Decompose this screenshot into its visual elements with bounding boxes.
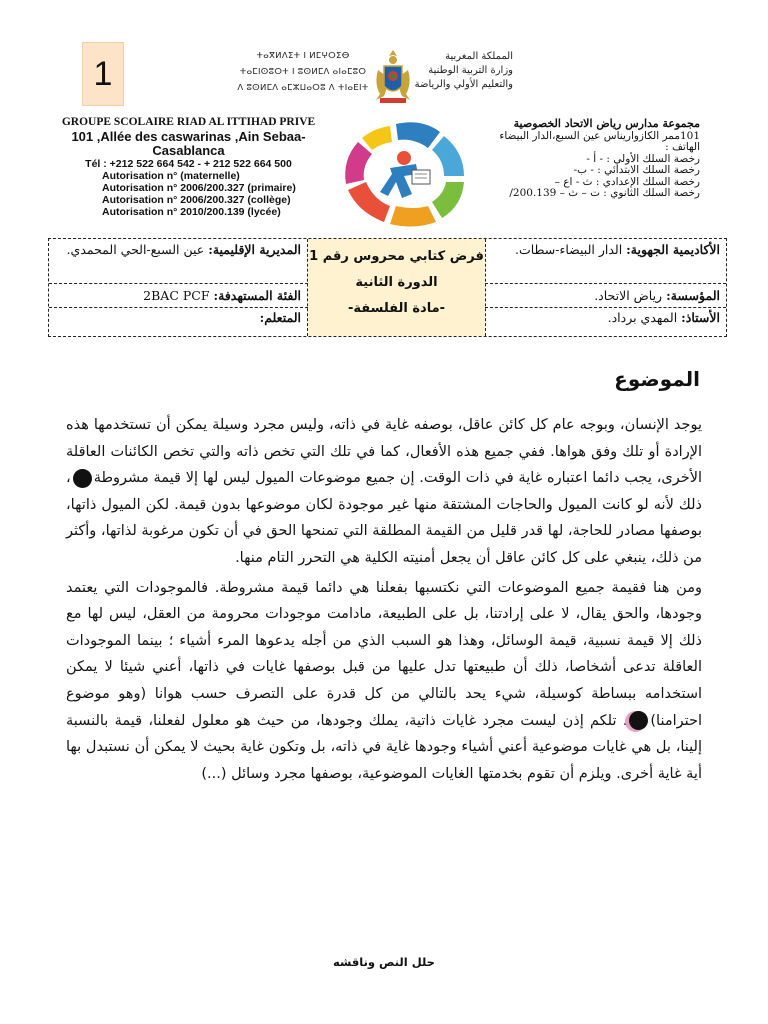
ministry-line: المملكة المغربية [445, 51, 513, 62]
ministry-name-arabic [393, 50, 513, 92]
exam-header-table [48, 238, 727, 337]
page-number: 1 [82, 42, 124, 106]
text-paragraph [66, 412, 702, 572]
school-address: 101 ,Allée des caswarinas ,Ain Sebaa- [71, 129, 306, 144]
paragraph-text: . تلكم إذن ليست مجرد غايات ذاتية، يملك وجودها، من حيث هو معلول لفعلنا، قيمة بالنسبة إلينا، بل هي غايات موضوعية أعني أشياء وجودها غاية في ذاته، بل وتكون غاية بحيث لا يمكن أن نستبدل بها أية غاية أخرى. ويلزم أن تقوم بخدمتها الغايات الموضوعية، بوصفها مجرد وسائل (...) [66, 712, 702, 782]
institution-value: رياض الاتحاد. [594, 288, 663, 303]
ink-dot-mark [629, 711, 648, 730]
academy-value: الدار البيضاء-سطات. [515, 242, 623, 257]
authorization-line: Autorisation n° 2006/200.327 (primaire) [102, 182, 296, 194]
authorization-line: Autorisation n° 2010/200.139 (lycée) [102, 206, 281, 218]
ministry-line: والتعليم الأولي والرياضة [414, 79, 513, 90]
tifinagh-line: ⵜⴰⴳⵍⴷⵉⵜ ⵏ ⵍⵎⵖⵔⵉⴱ [256, 51, 350, 61]
teacher-cell [486, 307, 726, 335]
school-title-arabic: مجموعة مدارس رياض الاتحاد الخصوصية [513, 117, 700, 130]
exam-subject: -مادة الفلسفة- [347, 301, 446, 316]
student-cell [49, 307, 307, 335]
school-phone-arabic: الهاتف : [665, 141, 700, 153]
exam-session: الدورة الثانية [355, 275, 438, 290]
academy-cell [486, 239, 726, 283]
exam-title: فرض كتابي محروس رقم 1 [309, 249, 484, 264]
section-title: الموضوع [614, 367, 700, 391]
exam-text [66, 412, 702, 787]
license-line: رخصة السلك الابتدائي : - ب- [573, 164, 700, 176]
school-name: GROUPE SCOLAIRE RIAD AL ITTIHAD PRIVE [61, 116, 316, 128]
target-class-cell [49, 285, 307, 307]
directorate-value: عين السبع-الحي المحمدي. [66, 242, 205, 257]
license-line: رخصة السلك الثانوي : ت – ث – 200.139/ [509, 187, 700, 199]
directorate-label: المديرية الإقليمية: [208, 242, 301, 257]
authorization-line: Autorisation n° 2006/200.327 (collège) [102, 194, 291, 206]
academy-label: الأكاديمية الجهوية: [626, 242, 720, 257]
school-info-french [46, 116, 331, 218]
text-paragraph [66, 575, 702, 788]
target-value: 2BAC PCF [143, 288, 210, 303]
exam-title-box [308, 239, 485, 336]
school-info-arabic [470, 118, 700, 200]
school-address-arabic: 101ممر الكازواريناس عين السبع،الدار البيضاء [499, 129, 700, 142]
school-phone: Tél : +212 522 664 542 - + 212 522 664 500 [85, 158, 292, 170]
paragraph-text: يوجد الإنسان، وبوجه عام كل كائن عاقل، بوصفه غاية في ذاته، وليس مجرد وسيلة يمكن أن تستخدمها هذه الإرادة أو تلك وفق هواها. ففي جميع هذه الأفعال، كما في تلك التي تخص ذاته والتي تخص الكائنات العاقلة الأخرى، يجب دائما اعتباره غاية في ذات الوقت. إن جميع موضوعات الميول ليس لها إلا قيمة مشروطة [66, 417, 702, 487]
teacher-label: الأستاذ: [681, 310, 720, 325]
ministry-name-tifinagh [233, 48, 373, 96]
school-logo-icon [318, 118, 484, 228]
institution-cell [486, 285, 726, 307]
authorization-line: Autorisation n° (maternelle) [102, 170, 240, 182]
tifinagh-line: ⴷ ⵓⵙⵍⵎⴷ ⴰⵎⵣⵡⴰⵔⵓ ⴷ ⵜⵏⴰⴹⵏⵜ [237, 83, 369, 93]
ink-dot-mark [73, 469, 92, 488]
tifinagh-line: ⵜⴰⵎⵏⵙⵓⵔⵜ ⵏ ⵓⵙⵍⵎⴷ ⴰⵏⴰⵎⵓⵔ [239, 67, 367, 77]
license-line: رخصة السلك الإعدادي : ث - اع – [554, 175, 700, 188]
teacher-value: المهدي برداد. [607, 310, 678, 325]
student-label: المتعلم: [259, 310, 301, 325]
task-instruction: حلل النص وناقشه [333, 955, 435, 969]
target-label: الفئة المستهدفة: [213, 288, 301, 303]
directorate-cell [49, 239, 307, 283]
ministry-line: وزارة التربية الوطنية [428, 65, 513, 76]
institution-label: المؤسسة: [666, 288, 720, 303]
license-line: رخصة السلك الأولي : - أ - [586, 152, 700, 165]
paragraph-text: ، ذلك لأنه لو كانت الميول والحاجات المشتقة منها غير موجودة لكان موضوعها بدون قيمة. لكن الميول ذاتها، بوصفها مصادر للحاجة، لها قدر قليل من القيمة المطلقة التي تمنحها الحق في أن تكون مرغوبة لذاتها، وأكثر من ذلك، ينبغي على كل كائن عاقل أن يجعل أمنيته الكلية هي التحرر التام منها. [66, 470, 702, 566]
paragraph-text: ومن هنا فقيمة جميع الموضوعات التي نكتسبها بفعلنا هي دائما قيمة مشروطة. فالموجودات التي يعتمد وجودها، والحق يقال، لا على إرادتنا، بل على الطبيعة، مادامت موجودات محرومة من العقل، ليس لها مع ذلك إلا قيمة نسبية، قيمة الوسائل، وهذا هو السبب الذي من أجله يدعوها المرء أشياء ؛ بينما الموجودات العاقلة تدعى أشخاصا، ذلك أن طبيعتها تدل عليها من قبل بوصفها غايات في ذاتها، أعني شيئا لا يمكن استخدامه ببساطة كوسيلة، شيء يحد بالتالي من كل قدرة على التصرف حسب هوانا (وهو موضوع احترامنا) [66, 579, 702, 729]
school-city: Casablanca [152, 143, 225, 158]
